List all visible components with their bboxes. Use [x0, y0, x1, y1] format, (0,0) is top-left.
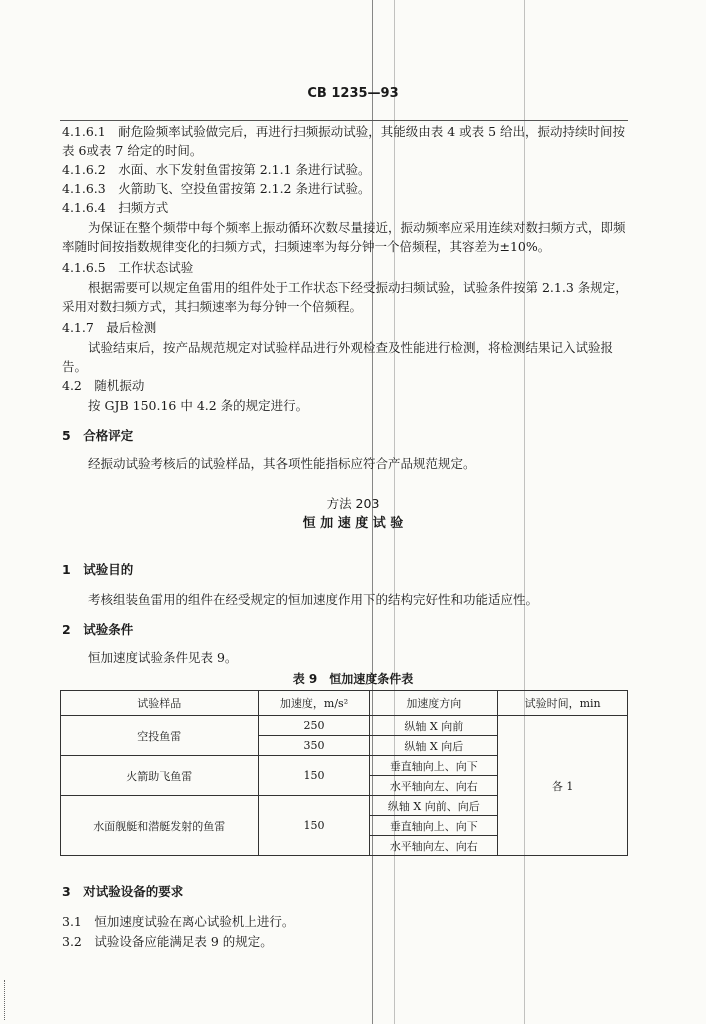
cell-direction: 纵轴 X 向后 [370, 736, 498, 756]
sec-4-1-7-title: 4.1.7 最后检测 [62, 320, 157, 335]
cell-direction: 水平轴向左、向右 [370, 836, 498, 856]
cell-direction: 垂直轴向上、向下 [370, 756, 498, 776]
table-header-row [61, 691, 628, 716]
sec-4-1-6-5-title: 4.1.6.5 工作状态试验 [62, 260, 194, 275]
sec-4-2-line1: 按 GJB 150.16 中 4.2 条的规定进行。 [88, 398, 309, 413]
scan-line [524, 0, 525, 1024]
sec-4-1-6-1-line2: 表 6或表 7 给定的时间。 [62, 143, 203, 158]
sec-2-title: 2 试验条件 [62, 622, 134, 637]
sec-3-1: 3.1 恒加速度试验在离心试验机上进行。 [62, 914, 295, 929]
sec-4-1-6-2: 4.1.6.2 水面、水下发射鱼雷按第 2.1.1 条进行试验。 [62, 162, 371, 177]
cell-sample: 火箭助飞鱼雷 [61, 756, 259, 796]
sec-2-line1: 恒加速度试验条件见表 9。 [88, 650, 238, 665]
sec-1-title: 1 试验目的 [62, 562, 134, 577]
sec-5-line1: 经振动试验考核后的试验样品，其各项性能指标应符合产品规范规定。 [88, 456, 476, 471]
sec-5-title: 5 合格评定 [62, 428, 134, 443]
method-title: 恒 加 速 度 试 验 [302, 516, 404, 531]
cell-acceleration: 150 [258, 756, 370, 796]
cell-sample: 空投鱼雷 [61, 716, 259, 756]
cell-direction: 垂直轴向上、向下 [370, 816, 498, 836]
sec-1-line1: 考核组装鱼雷用的组件在经受规定的恒加速度作用下的结构完好性和功能适应性。 [88, 592, 539, 607]
sec-4-1-6-4-title: 4.1.6.4 扫频方式 [62, 200, 169, 215]
cell-direction: 纵轴 X 向前、向后 [370, 796, 498, 816]
cell-acceleration: 250 [258, 716, 370, 736]
cell-acceleration: 350 [258, 736, 370, 756]
table-caption: 表 9 恒加速度条件表 [292, 672, 414, 686]
sec-4-2-title: 4.2 随机振动 [62, 378, 145, 393]
sec-4-1-6-1-line1: 4.1.6.1 耐危险频率试验做完后，再进行扫频振动试验，其能级由表 4 或表 5 给出，振动持续时间按 [62, 124, 626, 139]
header-time: 试验时间，min [498, 691, 628, 716]
sec-3-2: 3.2 试验设备应能满足表 9 的规定。 [62, 934, 273, 949]
cell-direction: 纵轴 X 向前 [370, 716, 498, 736]
acceleration-table [60, 690, 628, 856]
header-acceleration: 加速度，m/s² [258, 691, 370, 716]
method-number: 方法 203 [326, 496, 380, 511]
header-direction: 加速度方向 [370, 691, 498, 716]
cell-acceleration: 150 [258, 796, 370, 856]
sec-4-1-6-4-line1: 为保证在整个频带中每个频率上振动循环次数尽量接近，振动频率应采用连续对数扫频方式，即频 [88, 220, 626, 235]
header-rule [60, 120, 628, 121]
sec-4-1-6-4-line2: 率随时间按指数规律变化的扫频方式，扫频速率为每分钟一个倍频程，其容差为±10%。 [62, 239, 551, 254]
scan-edge-marks [4, 980, 7, 1020]
cell-sample: 水面舰艇和潜艇发射的鱼雷 [61, 796, 259, 856]
cell-direction: 水平轴向左、向右 [370, 776, 498, 796]
sec-4-1-6-5-line1: 根据需要可以规定鱼雷用的组件处于工作状态下经受振动扫频试验，试验条件按第 2.1.3 条规定， [88, 280, 628, 295]
sec-4-1-7-line2: 告。 [62, 359, 88, 374]
sec-3-title: 3 对试验设备的要求 [62, 884, 184, 899]
scan-line [372, 0, 373, 1024]
sec-4-1-6-3: 4.1.6.3 火箭助飞、空投鱼雷按第 2.1.2 条进行试验。 [62, 181, 371, 196]
table-row [61, 716, 628, 736]
cell-time: 各 1 [498, 716, 628, 856]
sec-4-1-7-line1: 试验结束后，按产品规范规定对试验样品进行外观检查及性能进行检测，将检测结果记入试验报 [88, 340, 614, 355]
scan-line [394, 0, 395, 1024]
page-header-code: CB 1235—93 [307, 86, 399, 101]
header-sample: 试验样品 [61, 691, 259, 716]
sec-4-1-6-5-line2: 采用对数扫频方式，其扫频速率为每分钟一个倍频程。 [62, 299, 363, 314]
